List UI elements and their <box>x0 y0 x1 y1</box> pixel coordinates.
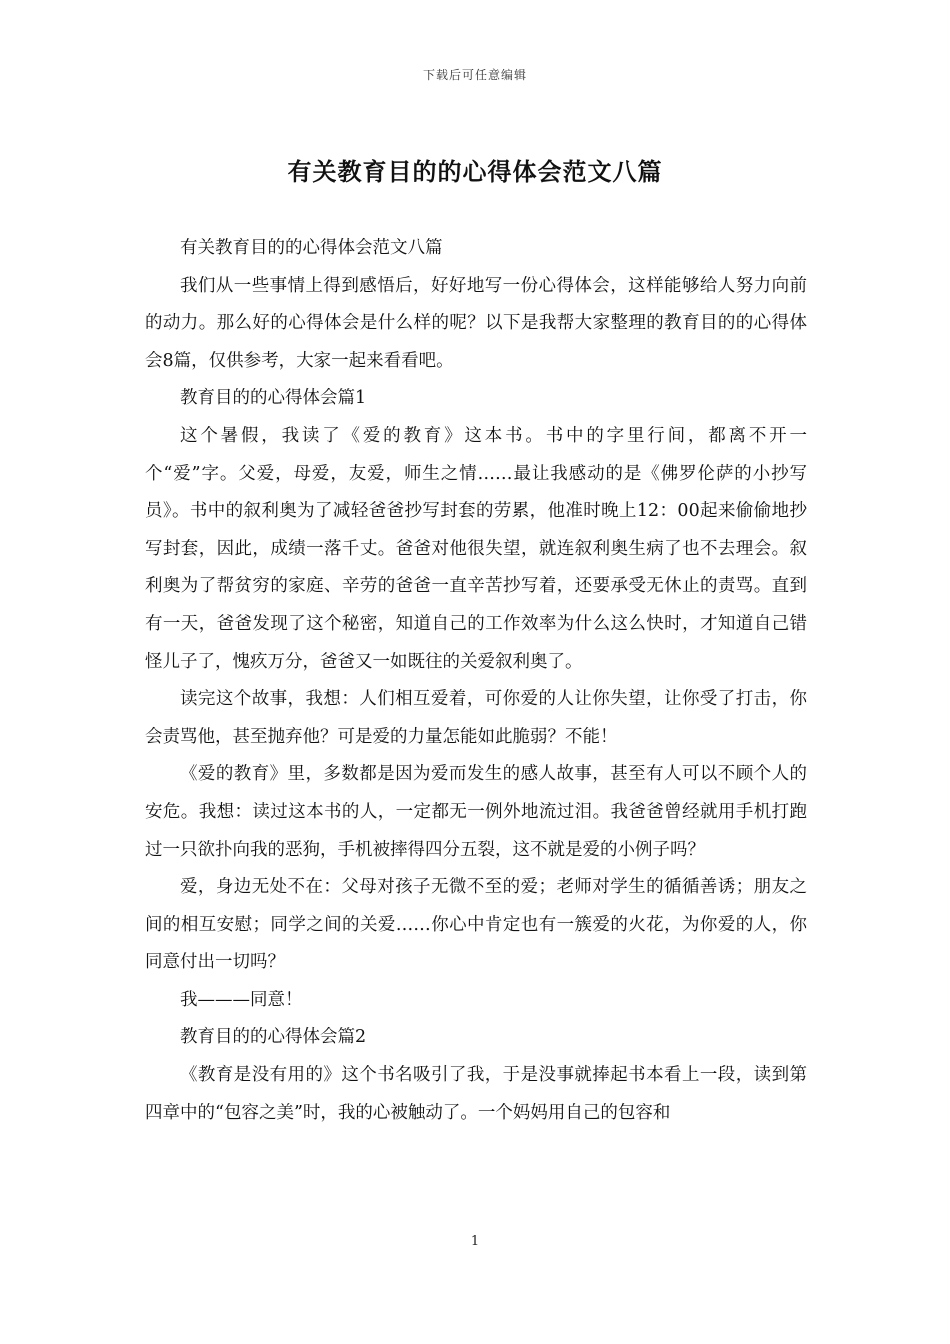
paragraph: 《教育是没有用的》这个书名吸引了我，于是没事就捧起书本看上一段，读到第四章中的“包容之美”时，我的心被触动了。一个妈妈用自己的包容和 <box>145 1065 807 1123</box>
section-heading-2: 教育目的的心得体会篇2 <box>180 1027 367 1048</box>
paragraph: 《爱的教育》里，多数都是因为爱而发生的感人故事，甚至有人可以不顾个人的安危。我想：读过这本书的人，一定都无一例外地流过泪。我爸爸曾经就用手机打跑过一只欲扑向我的恶狗，手机被摔得四分五裂，这不就是爱的小例子吗？ <box>145 764 807 860</box>
page-number: 1 <box>470 1234 480 1249</box>
paragraph-intro: 我们从一些事情上得到感悟后，好好地写一份心得体会，这样能够给人努力向前的动力。那么好的心得体会是什么样的呢？以下是我帮大家整理的教育目的的心得体会8篇，仅供参考，大家一起来看看吧。 <box>145 275 807 371</box>
paragraph: 这个暑假，我读了《爱的教育》这本书。书中的字里行间，都离不开一个“爱”字。父爱，母爱，友爱，师生之情……最让我感动的是《佛罗伦萨的小抄写员》。书中的叙利奥为了减轻爸爸抄写封套的劳累，他准时晚上12：00起来偷偷地抄写封套，因此，成绩一落千丈。爸爸对他很失望，就连叙利奥生病了也不去理会。叙利奥为了帮贫穷的家庭、辛劳的爸爸一直辛苦抄写着，还要承受无休止的责骂。直到有一天，爸爸发现了这个秘密，知道自己的工作效率为什么这么快时，才知道自己错怪儿子了，愧疚万分，爸爸又一如既往的关爱叙利奥了。 <box>145 425 807 672</box>
document-title: 有关教育目的的心得体会范文八篇 <box>287 157 663 186</box>
paragraph-subtitle: 有关教育目的的心得体会范文八篇 <box>180 238 443 258</box>
paragraph: 读完这个故事，我想：人们相互爱着，可你爱的人让你失望，让你受了打击，你会责骂他，甚至抛弃他？可是爱的力量怎能如此脆弱？不能！ <box>145 689 807 747</box>
document-body <box>145 230 807 1132</box>
paragraph: 爱，身边无处不在：父母对孩子无微不至的爱；老师对学生的循循善诱；朋友之间的相互安慰；同学之间的关爱……你心中肯定也有一簇爱的火花，为你爱的人，你同意付出一切吗？ <box>145 877 807 973</box>
header-note: 下载后可任意编辑 <box>422 68 527 82</box>
paragraph: 我———同意！ <box>180 989 303 1010</box>
section-heading-1: 教育目的的心得体会篇1 <box>180 388 367 409</box>
